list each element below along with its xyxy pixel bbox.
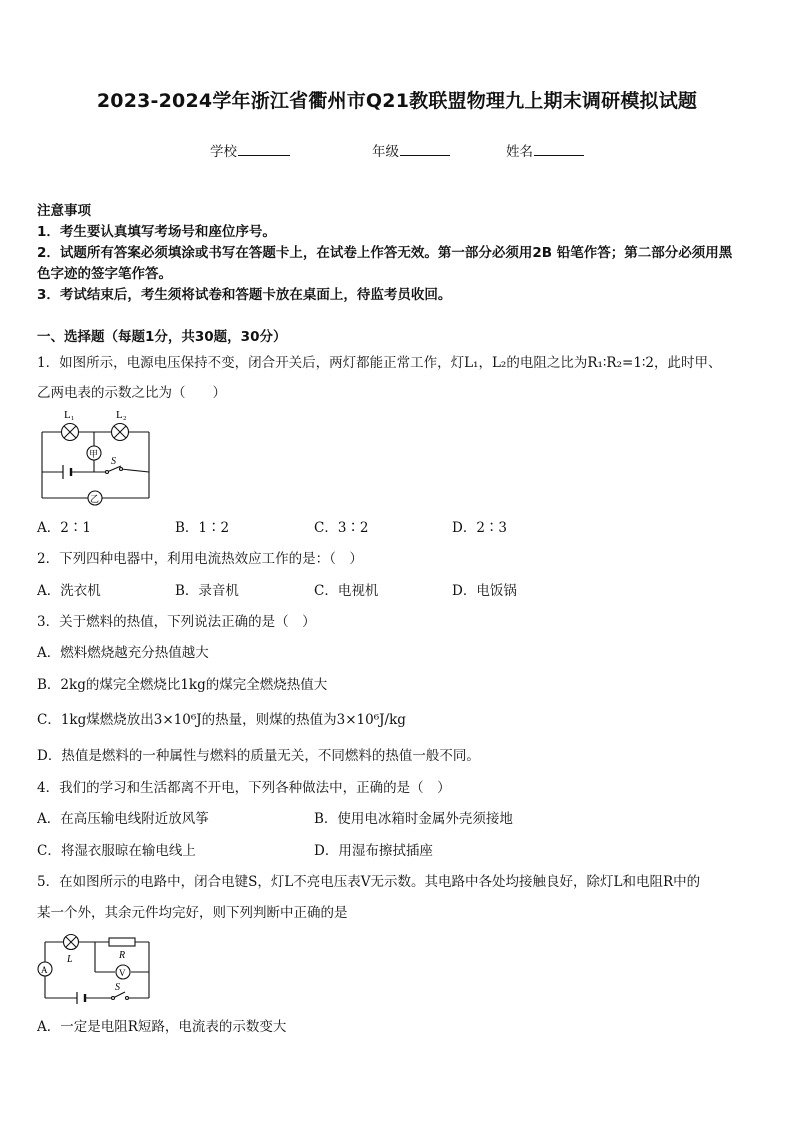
q5-fig-label-ammeter: A [41,965,48,975]
q4-stem: 4．我们的学习和生活都离不开电，下列各种做法中，正确的是（ ） [37,780,451,796]
q2-option-c[interactable]: C．电视机 [314,583,379,599]
name-label: 姓名 [506,144,533,160]
school-label: 学校 [210,144,237,160]
page-title: 2023-2024学年浙江省衢州市Q21教联盟物理九上期末调研模拟试题 [96,90,698,112]
grade-blank[interactable] [400,141,450,156]
school-blank[interactable] [238,141,290,156]
q4-option-a[interactable]: A．在高压输电线附近放风筝 [37,811,209,827]
q2-option-b[interactable]: B．录音机 [175,583,239,599]
q3-option-b[interactable]: B．2kg的煤完全燃烧比1kg的煤完全燃烧热值大 [37,677,328,693]
name-field[interactable] [506,140,584,160]
q5-fig-label-lamp: L [67,954,73,965]
q4-option-d[interactable]: D．用湿布擦拭插座 [314,843,433,859]
q5-fig-label-switch: S [115,982,120,993]
notice-item: 1．考生要认真填写考场号和座位序号。 [37,224,276,240]
q4-option-b[interactable]: B．使用电冰箱时金属外壳须接地 [314,811,513,827]
q1-fig-label-switch: S [111,456,116,467]
q1-stem-line2: 乙两电表的示数之比为（ ） [37,385,226,401]
q5-option-a[interactable]: A．一定是电阻R短路，电流表的示数变大 [37,1019,287,1035]
q1-option-a[interactable]: A．2∶1 [37,520,91,536]
q1-stem-line1: 1．如图所示，电源电压保持不变，闭合开关后，两灯都能正常工作，灯L₁，L₂的电阻之比为R₁∶R₂=1∶2，此时甲、 [37,355,722,371]
section-heading: 一、选择题（每题1分，共30题，30分） [37,329,287,345]
notice-item: 色字迹的签字笔作答。 [37,266,172,282]
q2-option-a[interactable]: A．洗衣机 [37,583,101,599]
q3-option-c[interactable]: C．1kg煤燃烧放出3×10⁶J的热量，则煤的热值为3×10⁶J/kg [37,712,406,728]
q1-option-b[interactable]: B．1∶2 [175,520,230,536]
q5-stem-line1: 5．在如图所示的电路中，闭合电键S，灯L不亮电压表V无示数。其电路中各处均接触良好，除灯L和电阻R中的 [37,874,701,890]
q5-fig-label-voltmeter: V [119,968,126,978]
q3-option-d[interactable]: D．热值是燃料的一种属性与燃料的质量无关，不同燃料的热值一般不同。 [37,748,480,764]
q1-circuit-diagram [37,406,157,510]
grade-field[interactable] [372,140,450,160]
q4-option-c[interactable]: C．将湿衣服晾在输电线上 [37,843,196,859]
q5-stem-line2: 某一个外，其余元件均完好，则下列判断中正确的是 [37,905,348,921]
grade-label: 年级 [372,144,399,160]
q2-option-d[interactable]: D．电饭锅 [452,583,517,599]
q1-option-c[interactable]: C．3∶2 [314,520,369,536]
school-field[interactable] [210,140,290,160]
q1-fig-meter-yi: 乙 [90,494,100,504]
q2-stem: 2．下列四种电器中，利用电流热效应工作的是：（ ） [37,551,363,567]
q1-fig-label-l2: L₂ [116,409,127,421]
q5-fig-label-resistor: R [119,950,126,961]
q5-circuit-diagram [37,932,155,1004]
q3-option-a[interactable]: A．燃料燃烧越充分热值越大 [37,645,209,661]
q1-option-d[interactable]: D．2∶3 [452,520,508,536]
q3-stem: 3．关于燃料的热值，下列说法正确的是（ ） [37,614,316,630]
q1-fig-label-l1: L₁ [64,409,75,421]
notice-item: 2．试题所有答案必须填涂或书写在答题卡上，在试卷上作答无效。第一部分必须用2B 铅笔作答；第二部分必须用黑 [37,245,733,261]
notice-item: 3．考试结束后，考生须将试卷和答题卡放在桌面上，待监考员收回。 [37,287,452,303]
q1-fig-meter-jia: 甲 [89,449,99,459]
notice-heading: 注意事项 [37,203,91,219]
name-blank[interactable] [534,141,584,156]
